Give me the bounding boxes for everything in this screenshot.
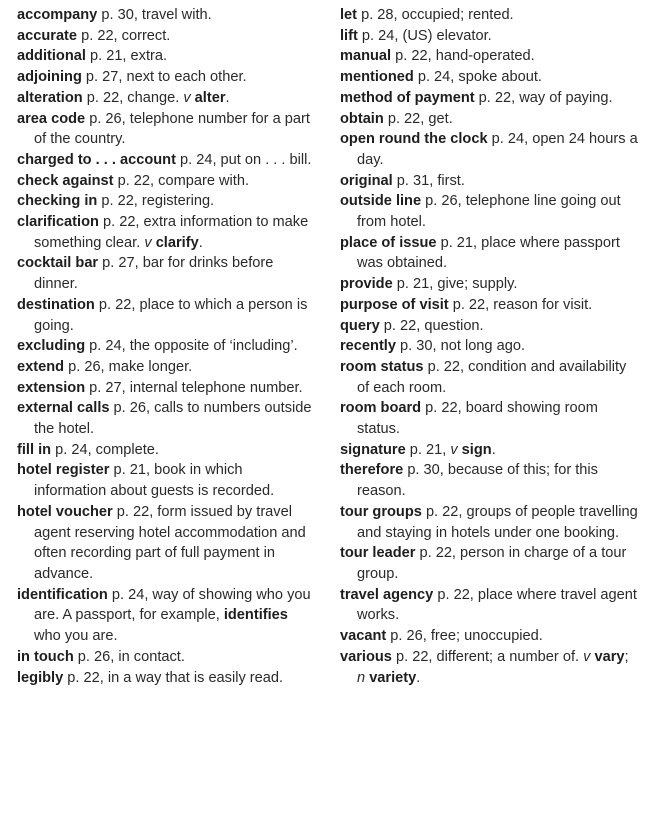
glossary-right-column [340,5,640,688]
glossary-entry [340,274,640,295]
glossary-entry [17,109,317,150]
entry-definition: p. 27, bar for drinks before dinner. [34,255,274,293]
entry-definition: p. 22, question. [379,317,484,334]
glossary-entry [340,129,640,170]
entry-derived-word: variety [369,669,417,686]
glossary-entry [340,502,640,543]
entry-headword: let [340,7,358,23]
entry-headword: extension [17,379,86,396]
entry-definition: p. 21, place where passport was obtained. [357,234,620,272]
glossary-entry [17,171,317,192]
entry-headword: signature [340,441,406,458]
entry-headword: mentioned [340,69,414,86]
entry-definition: p. 26, telephone line going out from hotel. [357,193,621,231]
entry-definition: p. 22, registering. [97,193,215,210]
entry-headword: check against [17,172,114,189]
glossary-entry [17,336,317,357]
entry-definition: p. 22, compare with. [113,172,249,189]
entry-definition: p. 21, give; supply. [392,276,518,293]
entry-part-of-speech: v [183,89,191,106]
entry-definition: p. 21, extra. [85,48,168,65]
glossary-entry [17,295,317,336]
entry-headword: obtain [340,110,384,127]
glossary-entry [340,109,640,130]
entry-headword: manual [340,48,392,65]
glossary-entry [17,502,317,585]
entry-headword: excluding [17,338,86,355]
entry-headword: legibly [17,669,64,686]
entry-headword: external calls [17,400,110,417]
entry-headword: fill in [17,441,52,458]
glossary-entry [340,295,640,316]
entry-headword: accompany [17,7,98,23]
entry-headword: tour leader [340,545,416,562]
entry-definition: p. 22, person in charge of a tour group. [357,545,627,582]
entry-part-of-speech: v [450,441,458,458]
entry-headword: tour groups [340,503,422,520]
entry-definition: p. 24, way of showing who you are. A passport, for example, [34,586,311,624]
entry-definition: p. 24, complete. [51,441,159,458]
glossary-entry [340,191,640,232]
entry-definition: p. 22, way of paying. [474,89,613,106]
entry-derived-word: vary [594,648,625,665]
glossary-entry [17,460,317,501]
entry-headword: identification [17,586,108,603]
entry-headword: recently [340,338,396,355]
entry-headword: hotel register [17,462,110,479]
entry-definition: p. 26, calls to numbers outside the hotel. [34,400,312,438]
glossary-entry [17,398,317,439]
glossary-entry [17,440,317,461]
glossary-entry [17,191,317,212]
entry-definition: p. 27, next to each other. [81,69,247,86]
glossary-entry [17,378,317,399]
entry-definition: p. 26, make longer. [64,358,193,375]
entry-definition: p. 31, first. [392,172,465,189]
entry-headword: query [340,317,380,334]
entry-headword: provide [340,276,393,293]
entry-derived-word: sign [461,441,492,458]
glossary-entry [340,440,640,461]
glossary-entry [340,460,640,501]
glossary-entry [340,171,640,192]
entry-headword: cocktail bar [17,255,99,272]
entry-tail: . [198,234,203,251]
entry-headword: room status [340,358,424,375]
glossary-entry [17,88,317,109]
glossary-entry [340,88,640,109]
entry-headword: area code [17,110,86,127]
entry-definition: p. 21, book in which information about guests is recorded. [34,462,275,500]
entry-definition: p. 22, in a way that is easily read. [63,669,284,686]
entry-headword: in touch [17,648,74,665]
entry-headword: lift [340,27,358,44]
entry-headword: purpose of visit [340,296,449,313]
entry-derived-word: alter [194,89,226,106]
glossary-entry [340,5,640,26]
entry-definition: p. 24, spoke about. [413,69,542,86]
entry-part-of-speech: v [144,234,152,251]
entry-definition: p. 26, free; unoccupied. [386,628,543,645]
entry-headword: vacant [340,628,387,645]
glossary-entry [17,26,317,47]
entry-headword: original [340,172,393,189]
glossary-entry [17,150,317,171]
entry-definition: p. 24, open 24 hours a day. [357,131,638,168]
entry-definition: p. 22, place where travel agent works. [357,586,637,624]
glossary-entry [340,316,640,337]
glossary-entry [17,647,317,668]
entry-definition: p. 22, hand-operated. [391,48,535,65]
entry-definition: p. 22, change. [82,89,184,106]
entry-definition: p. 22, place to which a person is going. [34,296,308,334]
glossary-entry [17,668,317,689]
glossary-entry [340,647,640,688]
entry-definition: p. 22, extra information to make something clear. [34,214,309,251]
glossary-entry [17,46,317,67]
entry-headword: accurate [17,27,78,44]
glossary-entry [340,626,640,647]
entry-headword: adjoining [17,69,82,86]
glossary-entry [340,357,640,398]
entry-part-of-speech: v [583,648,591,665]
entry-headword: open round the clock [340,131,488,148]
entry-definition: p. 30, not long ago. [395,338,525,355]
entry-definition: p. 22, form issued by travel agent reserving hotel accommodation and often recording part of full payment in advance. [34,503,306,582]
entry-definition: p. 22, reason for visit. [448,296,593,313]
entry-definition: p. 22, groups of people travelling and staying in hotels under one booking. [357,503,638,541]
glossary-entry [17,357,317,378]
entry-headword: room board [340,400,422,417]
glossary-entry [340,26,640,47]
entry-derived-word: identifies [223,607,288,624]
entry-definition: p. 22, get. [383,110,453,127]
entry-headword: therefore [340,462,404,479]
entry-definition: p. 24, put on . . . bill. [175,151,312,168]
entry-part-of-speech: n [357,669,366,686]
entry-definition: p. 30, because of this; for this reason. [357,462,598,500]
entry-definition: p. 22, different; a number of. [391,648,584,665]
entry-definition: p. 30, travel with. [97,7,212,23]
entry-headword: various [340,648,392,665]
entry-headword: extend [17,358,65,375]
glossary-entry [340,585,640,626]
entry-definition: p. 21, [405,441,451,458]
entry-headword: checking in [17,193,98,210]
entry-tail: . [491,441,496,458]
entry-tail: who you are. [34,628,118,645]
entry-definition: p. 26, in contact. [73,648,185,665]
entry-headword: place of issue [340,234,437,251]
entry-definition: p. 27, internal telephone number. [85,379,303,396]
glossary-entry [340,336,640,357]
entry-definition: p. 22, condition and availability of each room. [357,358,627,396]
entry-headword: travel agency [340,586,434,603]
entry-tail: ; [624,648,629,665]
entry-headword: charged to . . . account [17,151,176,168]
entry-tail: . [225,89,230,106]
entry-derived-word: clarify [155,234,199,251]
glossary-entry [17,253,317,294]
glossary-entry [340,67,640,88]
entry-headword: additional [17,48,86,65]
glossary-entry [340,233,640,274]
glossary-entry [340,398,640,439]
entry-definition: p. 26, telephone number for a part of the country. [34,110,310,148]
entry-tail: . [416,669,421,686]
entry-headword: destination [17,296,95,313]
glossary-entry [17,585,317,647]
entry-headword: outside line [340,193,422,210]
entry-headword: hotel voucher [17,503,113,520]
entry-headword: alteration [17,89,83,106]
glossary-entry [17,5,317,26]
entry-definition: p. 22, board showing room status. [357,400,598,438]
entry-definition: p. 28, occupied; rented. [357,7,514,23]
glossary-entry [17,212,317,253]
entry-headword: clarification [17,214,99,231]
entry-definition: p. 22, correct. [77,27,171,44]
entry-headword: method of payment [340,89,475,106]
glossary-left-column [17,5,317,688]
glossary-entry [340,46,640,67]
glossary-entry [17,67,317,88]
entry-definition: p. 24, the opposite of ‘including’. [85,338,298,355]
entry-definition: p. 24, (US) elevator. [357,27,492,44]
glossary-entry [340,543,640,584]
